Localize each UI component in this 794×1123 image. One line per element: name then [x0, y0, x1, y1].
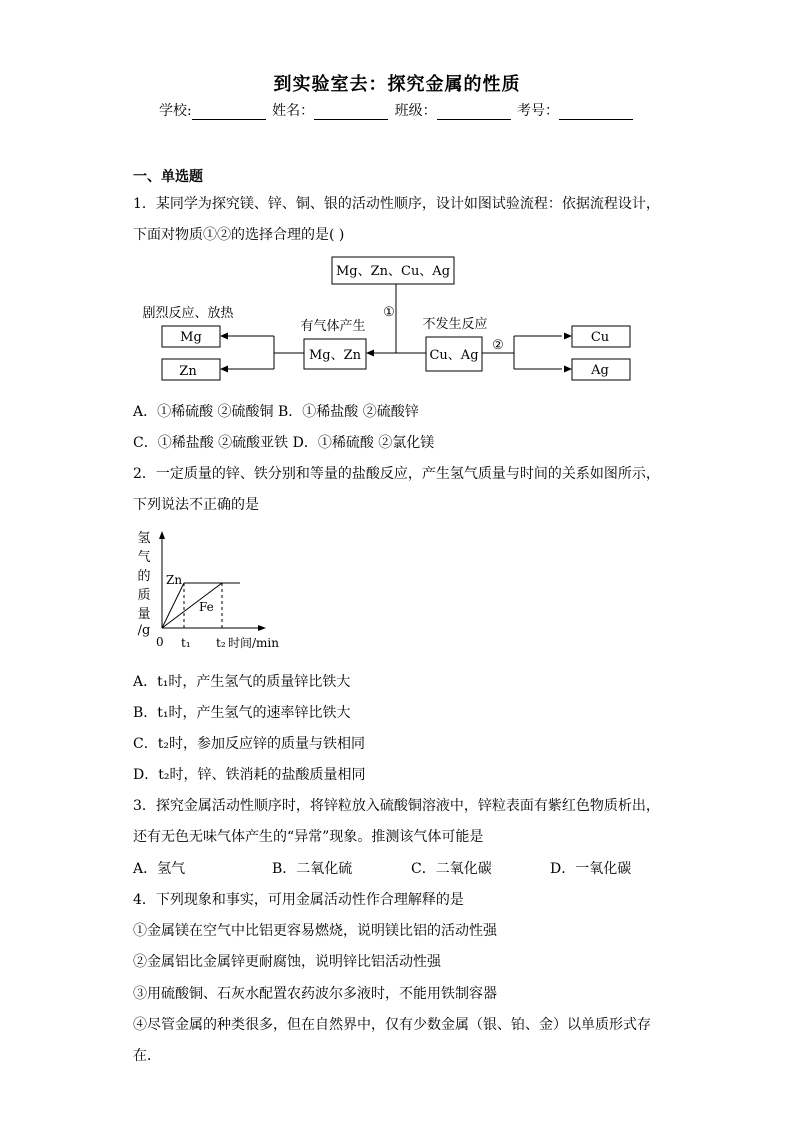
q4-item1: ①金属镁在空气中比铝更容易燃烧，说明镁比铝的活动性强	[133, 923, 497, 939]
x-axis-label: 时间/min	[228, 636, 279, 650]
q1-line2: 下面对物质①②的选择合理的是( )	[133, 227, 345, 243]
q2-line2: 下列说法不正确的是	[133, 497, 259, 513]
page-title: 到实验室去：探究金属的性质	[273, 74, 521, 95]
section-heading: 一、单选题	[133, 169, 203, 185]
top-box-label: Mg、Zn、Cu、Ag	[335, 264, 451, 279]
q3-line1: 3．探究金属活动性顺序时，将锌粒放入硫酸铜溶液中，锌粒表面有紫红色物质析出，	[133, 798, 660, 814]
x-axis-arrow	[258, 625, 266, 631]
q2-line1: 2．一定质量的锌、铁分别和等量的盐酸反应，产生氢气质量与时间的关系如图所示，	[133, 466, 660, 482]
fe-label: Fe	[199, 600, 214, 614]
q3-option-c: C．二氧化碳	[411, 861, 492, 877]
name-label: 姓名：	[272, 103, 315, 119]
name-blank	[314, 105, 388, 120]
q4-item4-line1: ④尽管金属的种类很多，但在自然界中，仅有少数金属（银、铂、金）以单质形式存	[133, 1017, 651, 1033]
q3-line2: 还有无色无味气体产生的“异常”现象。推测该气体可能是	[133, 829, 484, 845]
exam-number-label: 考号：	[517, 103, 560, 119]
q2-option-d: D．t₂时，锌、铁消耗的盐酸质量相同	[133, 767, 366, 783]
step2-marker: ②	[492, 338, 504, 353]
student-info-line	[0, 100, 794, 120]
zn-label: Zn	[166, 573, 183, 587]
q1-options-ab: A．①稀硫酸 ②硫酸铜 B．①稀盐酸 ②硫酸锌	[133, 404, 419, 420]
q2-option-a: A．t₁时，产生氢气的质量锌比铁大	[133, 674, 351, 690]
origin-label: 0	[156, 635, 164, 649]
ylabel-char-5: 量	[137, 607, 151, 622]
far-left-label: 剧烈反应、放热	[142, 306, 234, 321]
class-label: 班级：	[394, 103, 437, 119]
left-branch-label: 有气体产生	[300, 319, 366, 334]
zn-box-label: Zn	[179, 364, 197, 379]
q1-options-cd: C．①稀盐酸 ②硫酸亚铁 D．①稀硫酸 ②氯化镁	[133, 435, 435, 451]
cu-box-label: Cu	[590, 330, 610, 345]
t2-label: t₂	[216, 636, 226, 650]
ylabel-char-2: 气	[137, 550, 151, 565]
q4-item4-line2: 在．	[133, 1048, 161, 1064]
ylabel-char-4: 质	[137, 588, 151, 603]
q1-line1: 1．某同学为探究镁、锌、铜、银的活动性顺序，设计如图试验流程：依据流程设计，	[133, 196, 660, 212]
q4-item3: ③用硫酸铜、石灰水配置农药波尔多液时，不能用铁制容器	[133, 986, 497, 1002]
left-box-label: Mg、Zn	[308, 348, 362, 363]
mg-box-label: Mg	[180, 330, 202, 345]
q4-item2: ②金属铝比金属锌更耐腐蚀，说明锌比铝活动性强	[133, 954, 441, 970]
school-blank	[192, 105, 266, 120]
q3-options	[133, 858, 689, 878]
school-label: 学校:	[158, 103, 192, 119]
q2-option-b: B．t₁时，产生氢气的速率锌比铁大	[133, 705, 351, 721]
y-axis-arrow	[159, 531, 165, 539]
exam-number-blank	[559, 105, 633, 120]
ylabel-char-1: 氢	[137, 531, 151, 546]
step1-marker: ①	[383, 305, 395, 320]
q1-flow-diagram	[130, 252, 650, 388]
right-branch-label: 不发生反应	[422, 317, 488, 332]
q2-graph	[130, 527, 300, 655]
q4-line1: 4．下列现象和事实，可用金属活动性作合理解释的是	[133, 892, 464, 908]
right-box-label: Cu、Ag	[429, 348, 479, 363]
ylabel-char-6: /g	[137, 623, 151, 638]
ylabel-char-3: 的	[137, 569, 151, 584]
ag-box-label: Ag	[591, 363, 609, 378]
q3-option-d: D．一氧化碳	[550, 861, 632, 877]
q3-option-a: A．氢气	[133, 861, 186, 877]
q2-option-c: C．t₂时，参加反应锌的质量与铁相同	[133, 736, 365, 752]
t1-label: t₁	[181, 636, 191, 650]
q3-option-b: B．二氧化硫	[272, 861, 353, 877]
class-blank	[437, 105, 511, 120]
